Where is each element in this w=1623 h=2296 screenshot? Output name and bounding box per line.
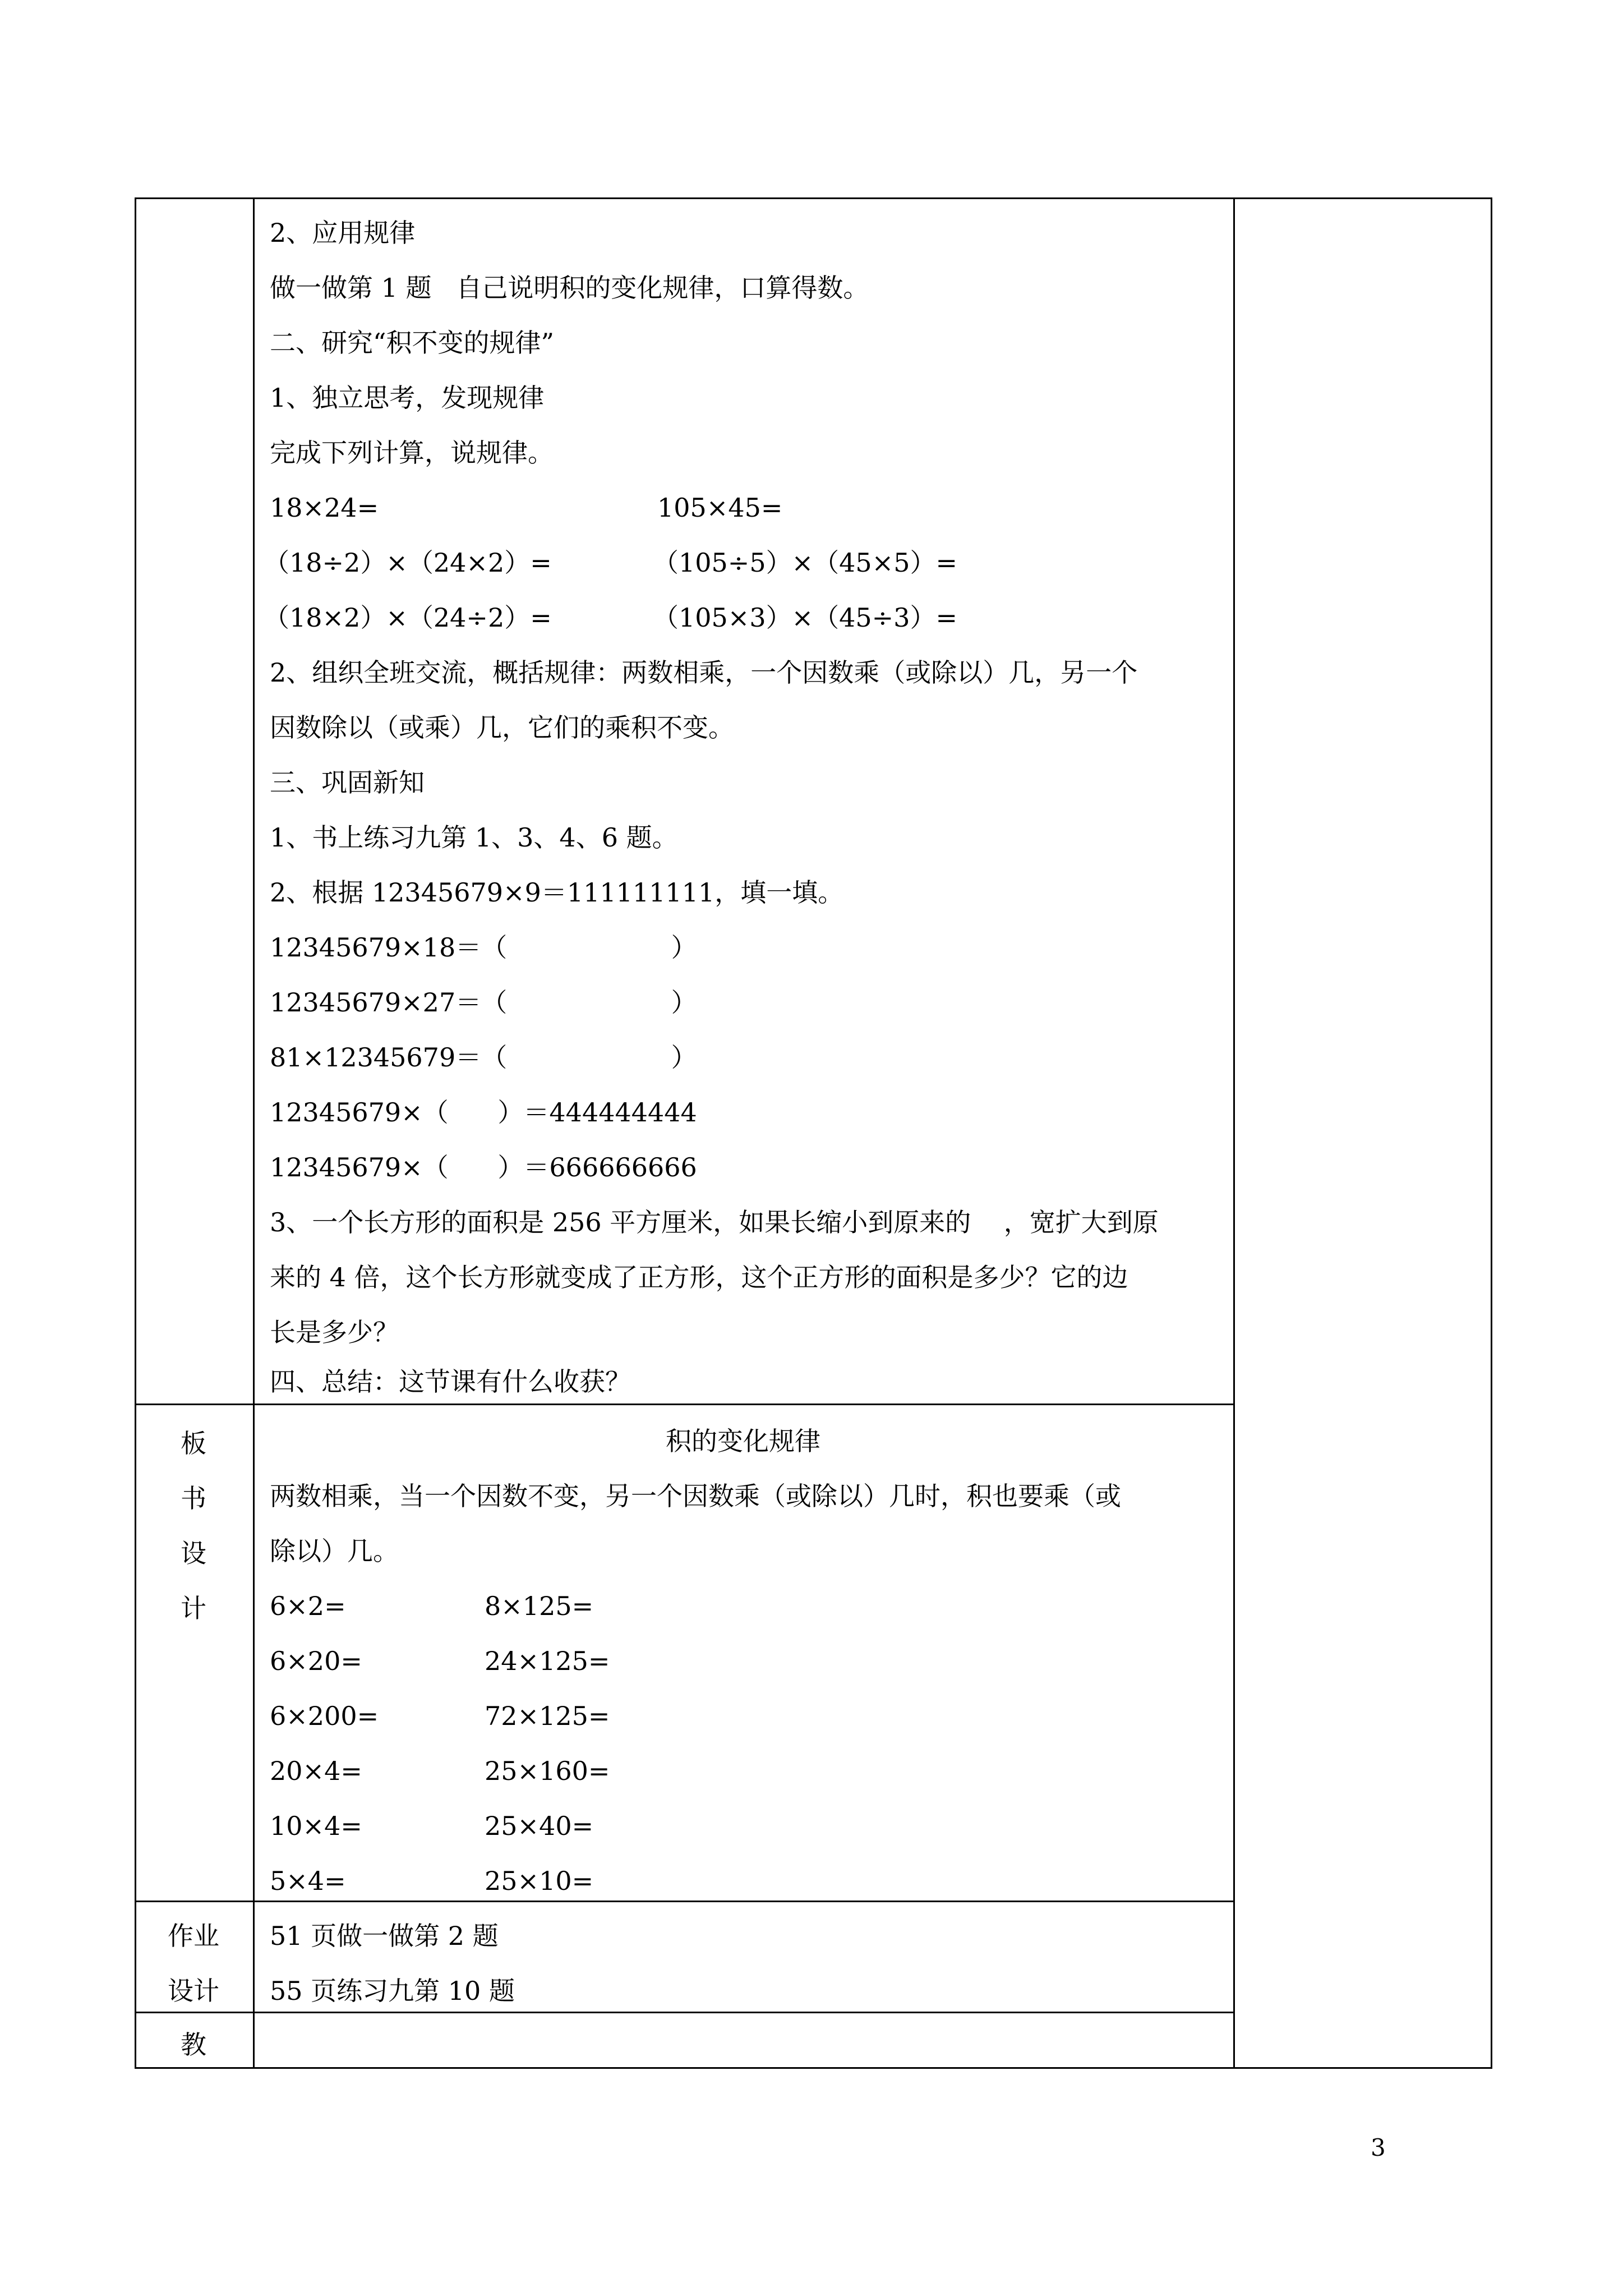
lesson-line: 12345679×（ ）＝444444444 [270, 1097, 697, 1128]
lesson-line: 81×12345679＝（ ） [270, 1042, 697, 1073]
board-example-left: 6×200= [270, 1701, 379, 1731]
lesson-line: 四、总结：这节课有什么收获？ [270, 1366, 631, 1397]
calc-right: 105×45= [657, 493, 783, 523]
board-example-right: 25×160= [485, 1756, 610, 1786]
lesson-line: 2、根据 12345679×9＝111111111，填一填。 [270, 877, 844, 908]
calc-left: （18×2）×（24÷2）= [264, 602, 552, 633]
lesson-line: 二、研究“积不变的规律” [270, 328, 555, 358]
lesson-line: 完成下列计算，说规律。 [270, 438, 554, 468]
lesson-line: 长是多少？ [270, 1317, 399, 1347]
lesson-line: 2、应用规律 [270, 218, 416, 248]
board-example-left: 20×4= [270, 1756, 362, 1786]
homework-label: 设计 [168, 1976, 219, 2006]
board-example-right: 25×40= [485, 1811, 594, 1841]
board-title: 积的变化规律 [666, 1426, 820, 1456]
lesson-line: 因数除以（或乘）几，它们的乘积不变。 [270, 712, 734, 743]
board-example-right: 24×125= [485, 1646, 610, 1676]
board-label-char: 计 [181, 1593, 206, 1623]
col-divider-right [1233, 197, 1235, 2069]
lesson-line: 做一做第 1 题 自己说明积的变化规律，口算得数。 [270, 273, 869, 303]
board-example-right: 8×125= [485, 1591, 594, 1621]
board-example-right: 72×125= [485, 1701, 610, 1731]
col-divider-left [253, 197, 255, 2069]
board-example-left: 10×4= [270, 1811, 362, 1841]
board-rule-line: 两数相乘，当一个因数不变，另一个因数乘（或除以）几时，积也要乘（或 [270, 1481, 1121, 1511]
calc-right: （105÷5）×（45×5）= [653, 547, 958, 578]
board-example-left: 6×2= [270, 1591, 346, 1621]
row-divider-reflection [135, 2012, 1235, 2013]
lesson-line: 12345679×（ ）＝666666666 [270, 1152, 697, 1182]
lesson-line: 三、巩固新知 [270, 767, 425, 798]
lesson-line: 1、独立思考，发现规律 [270, 383, 545, 413]
lesson-line: 1、书上练习九第 1、3、4、6 题。 [270, 822, 678, 853]
board-example-left: 5×4= [270, 1866, 346, 1896]
board-rule-line: 除以）几。 [270, 1536, 399, 1566]
calc-left: （18÷2）×（24×2）= [264, 547, 552, 578]
homework-label: 作业 [168, 1921, 219, 1951]
calc-right: （105×3）×（45÷3）= [653, 602, 958, 633]
calc-left: 18×24= [270, 493, 379, 523]
lesson-table [135, 197, 1492, 2069]
page-number: 3 [1371, 2134, 1386, 2161]
homework-line: 51 页做一做第 2 题 [270, 1921, 499, 1951]
homework-line: 55 页练习九第 10 题 [270, 1976, 515, 2006]
lesson-line: 12345679×18＝（ ） [270, 932, 697, 963]
lesson-line: 3、一个长方形的面积是 256 平方厘米，如果长缩小到原来的 ，宽扩大到原 [270, 1207, 1159, 1237]
lesson-line: 12345679×27＝（ ） [270, 987, 697, 1018]
board-label-char: 设 [181, 1538, 206, 1568]
row-divider-homework [135, 1901, 1235, 1902]
reflection-label: 教 [181, 2030, 206, 2060]
board-label-char: 书 [181, 1483, 206, 1513]
board-example-right: 25×10= [485, 1866, 594, 1896]
row-divider-board [135, 1404, 1235, 1405]
lesson-line: 来的 4 倍，这个长方形就变成了正方形，这个正方形的面积是多少？它的边 [270, 1262, 1128, 1292]
board-label-char: 板 [181, 1428, 206, 1458]
board-example-left: 6×20= [270, 1646, 362, 1676]
lesson-line: 2、组织全班交流，概括规律：两数相乘，一个因数乘（或除以）几，另一个 [270, 657, 1138, 688]
